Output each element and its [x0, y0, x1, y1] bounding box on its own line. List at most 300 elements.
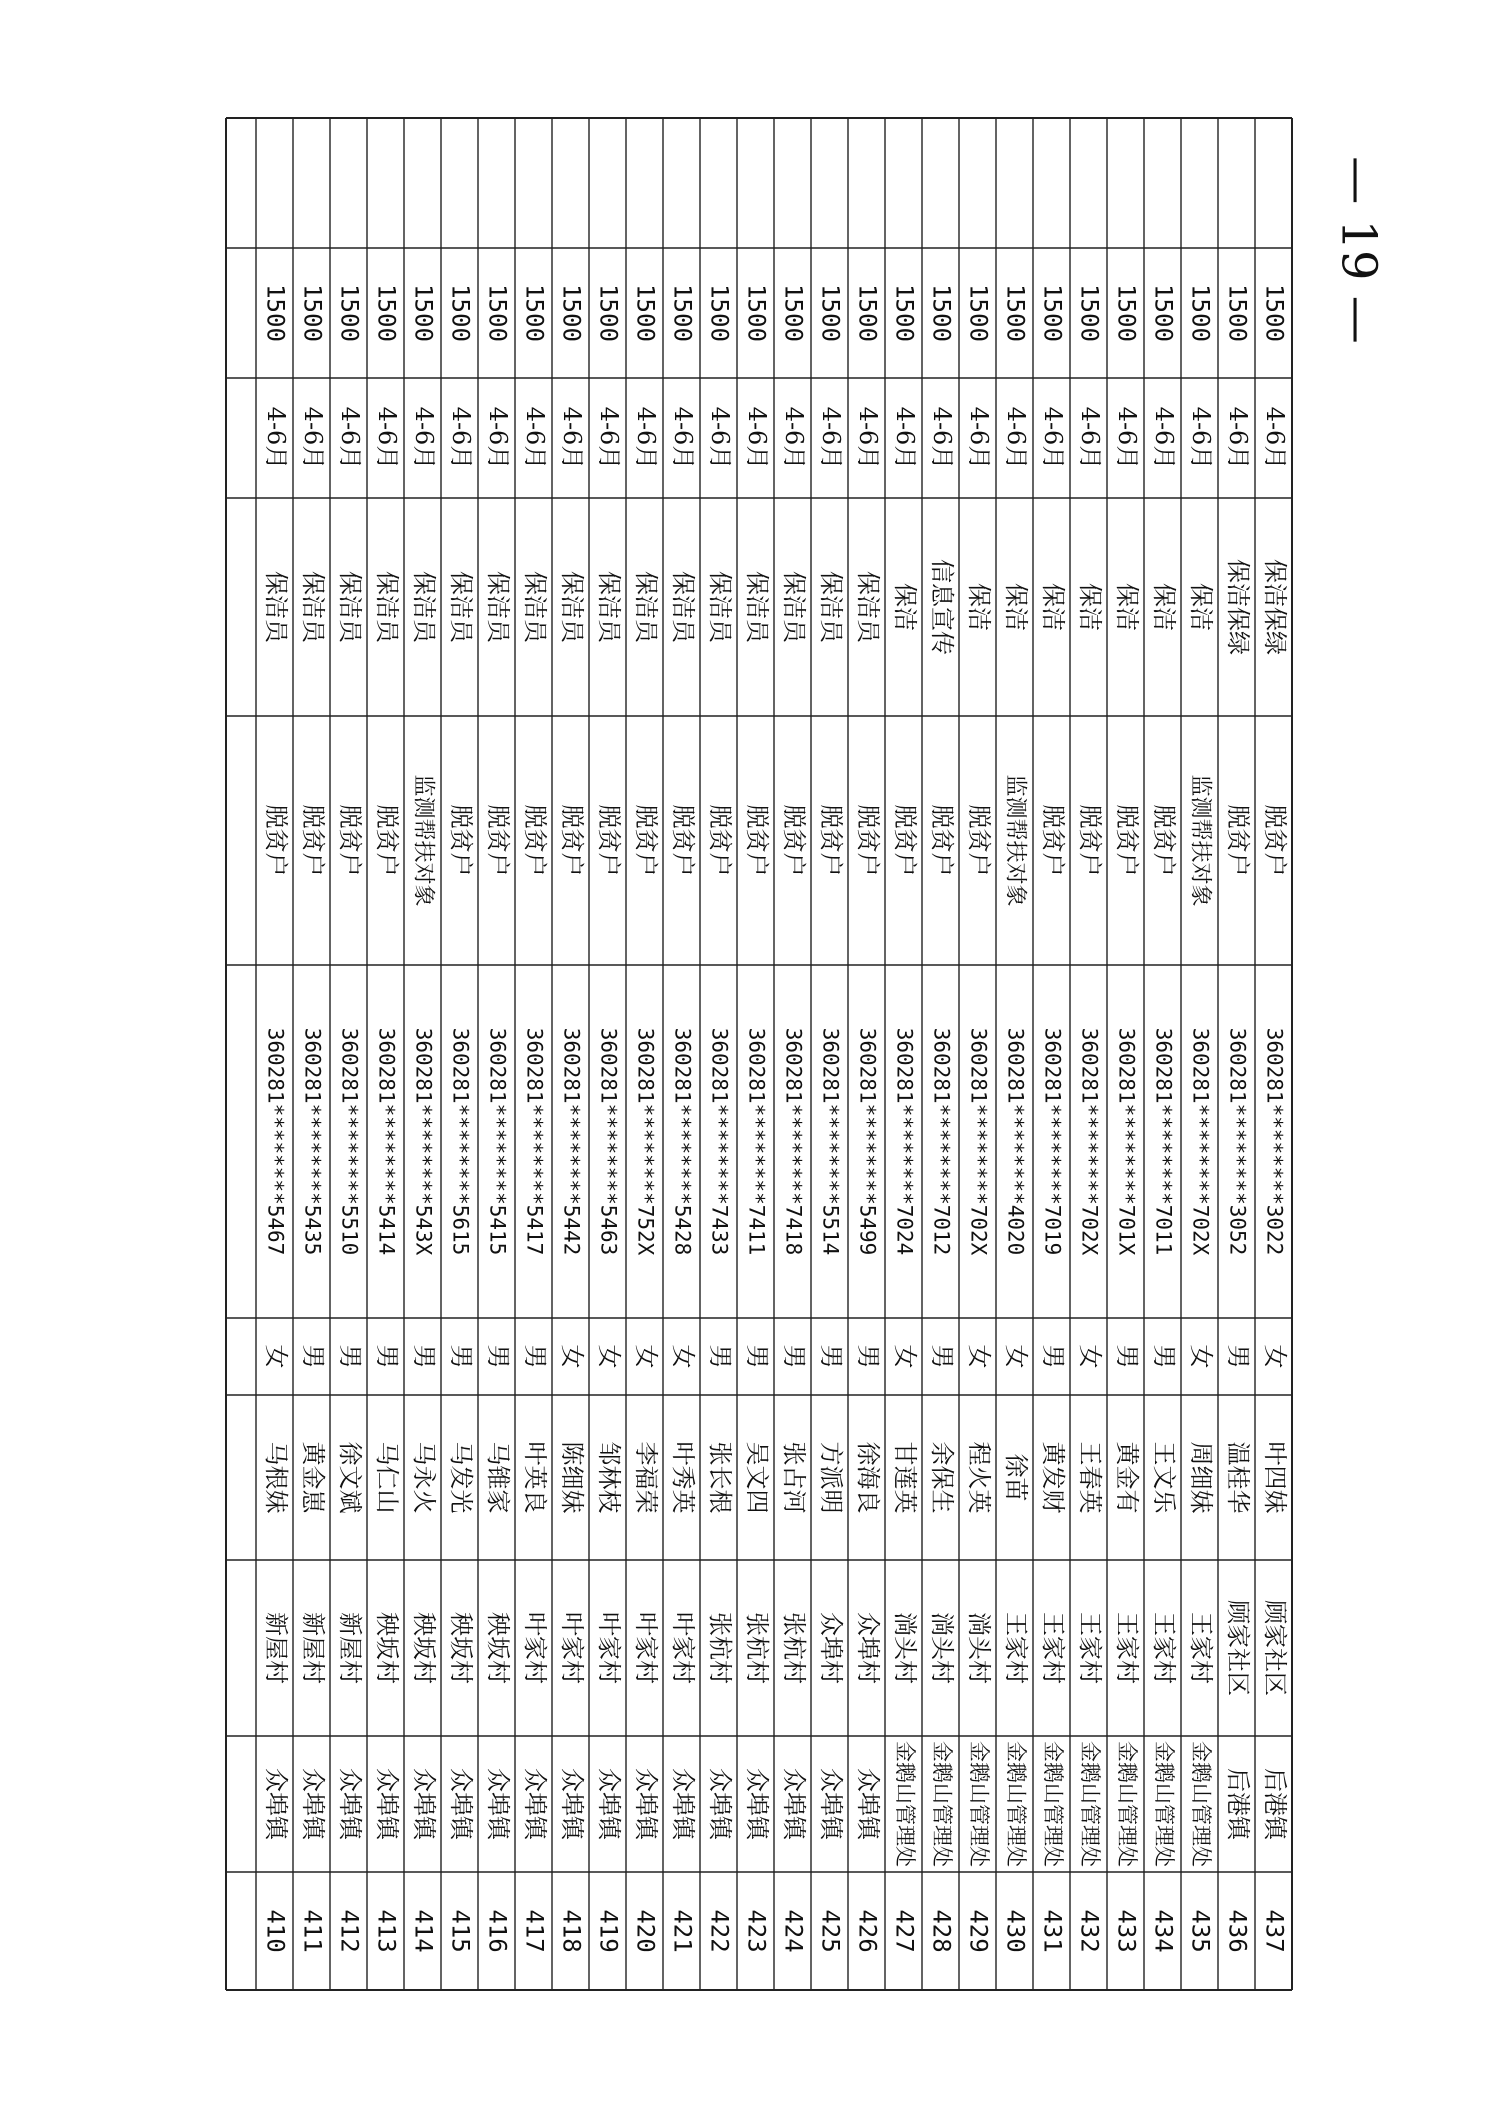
cell-period: 4-6月 — [817, 406, 845, 470]
cell-no: 433 — [1112, 1909, 1141, 1953]
cell-period: 4-6月 — [1150, 406, 1178, 470]
cell-name: 黄金有 — [1113, 1441, 1141, 1514]
cell-post: 保洁员 — [410, 571, 438, 643]
cell-town: 金鹅山管理处 — [967, 1741, 991, 1867]
cell-category: 脱贫户 — [965, 804, 993, 877]
cell-period: 4-6月 — [1261, 406, 1289, 470]
cell-period: 4-6月 — [743, 406, 771, 470]
cell-village: 秧坂村 — [447, 1612, 475, 1684]
cell-id: 360281********5442 — [559, 1027, 584, 1256]
cell-id: 360281********5615 — [448, 1027, 473, 1256]
cell-id: 360281********7012 — [929, 1027, 954, 1256]
cell-amount: 1500 — [1038, 284, 1067, 342]
table-row — [1002, 284, 1031, 1953]
cell-name: 余保生 — [928, 1441, 956, 1514]
cell-town: 金鹅山管理处 — [1152, 1741, 1176, 1867]
cell-category: 脱贫户 — [891, 804, 919, 877]
cell-id: 360281********3052 — [1225, 1027, 1250, 1256]
cell-village: 新屋村 — [336, 1612, 364, 1684]
cell-category: 脱贫户 — [817, 804, 845, 877]
cell-town: 众埠镇 — [373, 1768, 401, 1840]
cell-amount: 1500 — [557, 284, 586, 342]
cell-post: 保洁 — [1150, 583, 1178, 631]
cell-amount: 1500 — [446, 284, 475, 342]
cell-village: 淌头村 — [928, 1612, 956, 1684]
table-row — [373, 284, 402, 1953]
cell-name: 张长根 — [706, 1441, 734, 1514]
cell-id: 360281********543X — [411, 1027, 436, 1256]
cell-amount: 1500 — [1223, 284, 1252, 342]
cell-town: 众埠镇 — [706, 1768, 734, 1840]
cell-amount: 1500 — [372, 284, 401, 342]
cell-id: 360281********5510 — [337, 1027, 362, 1256]
cell-name: 甘莲英 — [891, 1441, 919, 1514]
cell-gender: 男 — [743, 1344, 771, 1369]
cell-post: 信息宣传 — [928, 559, 956, 655]
cell-id: 360281********752X — [633, 1027, 658, 1256]
cell-no: 414 — [409, 1909, 438, 1953]
cell-period: 4-6月 — [336, 406, 364, 470]
cell-town: 众埠镇 — [336, 1768, 364, 1840]
cell-period: 4-6月 — [262, 406, 290, 470]
cell-amount: 1500 — [335, 284, 364, 342]
cell-amount: 1500 — [1186, 284, 1215, 342]
cell-name: 徐文斌 — [336, 1441, 364, 1514]
cell-no: 417 — [520, 1909, 549, 1953]
table-row — [447, 284, 476, 1953]
cell-period: 4-6月 — [1113, 406, 1141, 470]
cell-category: 脱贫户 — [854, 804, 882, 877]
table-row — [1076, 284, 1105, 1953]
cell-no: 411 — [298, 1909, 327, 1953]
cell-category: 脱贫户 — [595, 804, 623, 877]
cell-town: 金鹅山管理处 — [1078, 1741, 1102, 1867]
cell-category: 脱贫户 — [558, 804, 586, 877]
cell-amount: 1500 — [668, 284, 697, 342]
cell-gender: 女 — [595, 1344, 623, 1369]
cell-gender: 女 — [632, 1344, 660, 1369]
cell-period: 4-6月 — [965, 406, 993, 470]
cell-no: 423 — [742, 1909, 771, 1953]
cell-amount: 1500 — [594, 284, 623, 342]
cell-category: 脱贫户 — [521, 804, 549, 877]
table-row — [1150, 284, 1179, 1953]
cell-category: 脱贫户 — [1076, 804, 1104, 877]
table-row — [558, 284, 587, 1953]
cell-period: 4-6月 — [595, 406, 623, 470]
cell-category: 脱贫户 — [1261, 804, 1289, 877]
cell-village: 叶家村 — [669, 1612, 697, 1684]
cell-category: 脱贫户 — [336, 804, 364, 877]
table-row — [1113, 284, 1142, 1953]
cell-period: 4-6月 — [1224, 406, 1252, 470]
cell-post: 保洁员 — [447, 571, 475, 643]
cell-id: 360281********702X — [966, 1027, 991, 1256]
cell-post: 保洁保绿 — [1224, 559, 1252, 655]
cell-category: 脱贫户 — [632, 804, 660, 877]
cell-village: 众埠村 — [817, 1612, 845, 1684]
cell-post: 保洁员 — [336, 571, 364, 643]
cell-name: 程火英 — [965, 1441, 993, 1514]
cell-village: 新屋村 — [299, 1612, 327, 1684]
cell-gender: 男 — [817, 1344, 845, 1369]
cell-gender: 女 — [965, 1344, 993, 1369]
cell-town: 金鹅山管理处 — [1189, 1741, 1213, 1867]
cell-id: 360281********3022 — [1262, 1027, 1287, 1256]
cell-gender: 男 — [484, 1344, 512, 1369]
cell-gender: 女 — [1261, 1344, 1289, 1369]
cell-gender: 男 — [1039, 1344, 1067, 1369]
table-row — [262, 284, 291, 1953]
cell-id: 360281********701X — [1114, 1027, 1139, 1256]
cell-amount: 1500 — [816, 284, 845, 342]
cell-post: 保洁 — [1187, 583, 1215, 631]
cell-gender: 男 — [336, 1344, 364, 1369]
table-row — [1224, 284, 1253, 1953]
cell-name: 邹林枝 — [595, 1441, 623, 1514]
cell-category: 脱贫户 — [928, 804, 956, 877]
cell-town: 金鹅山管理处 — [1115, 1741, 1139, 1867]
cell-town: 金鹅山管理处 — [1041, 1741, 1065, 1867]
cell-period: 4-6月 — [521, 406, 549, 470]
cell-id: 360281********5499 — [855, 1027, 880, 1256]
cell-gender: 女 — [262, 1344, 290, 1369]
cell-post: 保洁员 — [595, 571, 623, 643]
cell-category: 脱贫户 — [1150, 804, 1178, 877]
cell-id: 360281********702X — [1077, 1027, 1102, 1256]
cell-village: 王家村 — [1076, 1612, 1104, 1684]
table-row — [484, 284, 513, 1953]
cell-amount: 1500 — [779, 284, 808, 342]
cell-post: 保洁 — [1002, 583, 1030, 631]
cell-name: 徐苗 — [1002, 1453, 1030, 1502]
cell-amount: 1500 — [409, 284, 438, 342]
cell-post: 保洁员 — [521, 571, 549, 643]
cell-post: 保洁 — [891, 583, 919, 631]
cell-no: 435 — [1186, 1909, 1215, 1953]
table-row — [299, 284, 328, 1953]
table-row — [521, 284, 550, 1953]
cell-period: 4-6月 — [632, 406, 660, 470]
cell-village: 王家村 — [1002, 1612, 1030, 1684]
cell-id: 360281********5463 — [596, 1027, 621, 1256]
table-row — [595, 284, 624, 1953]
cell-name: 叶英良 — [521, 1441, 549, 1514]
cell-period: 4-6月 — [484, 406, 512, 470]
cell-post: 保洁员 — [262, 571, 290, 643]
cell-post: 保洁员 — [299, 571, 327, 643]
cell-period: 4-6月 — [891, 406, 919, 470]
cell-id: 360281********4020 — [1003, 1027, 1028, 1256]
cell-gender: 男 — [410, 1344, 438, 1369]
cell-period: 4-6月 — [1187, 406, 1215, 470]
cell-gender: 女 — [1187, 1344, 1215, 1369]
cell-name: 方派明 — [817, 1441, 845, 1514]
cell-period: 4-6月 — [669, 406, 697, 470]
cell-village: 王家村 — [1150, 1612, 1178, 1684]
cell-id: 360281********5415 — [485, 1027, 510, 1256]
cell-no: 412 — [335, 1909, 364, 1953]
cell-no: 436 — [1223, 1909, 1252, 1953]
cell-town: 众埠镇 — [743, 1768, 771, 1840]
cell-name: 周细妹 — [1187, 1441, 1215, 1514]
cell-name: 黄发财 — [1039, 1441, 1067, 1514]
cell-period: 4-6月 — [410, 406, 438, 470]
table-row — [928, 284, 957, 1953]
table-row — [854, 284, 883, 1953]
cell-name: 马锥家 — [484, 1441, 512, 1514]
cell-name: 马仁山 — [373, 1441, 401, 1514]
cell-amount: 1500 — [261, 284, 290, 342]
cell-name: 王文乐 — [1150, 1441, 1178, 1514]
cell-no: 430 — [1001, 1909, 1030, 1953]
cell-post: 保洁保绿 — [1261, 559, 1289, 655]
cell-gender: 男 — [854, 1344, 882, 1369]
cell-village: 秧坂村 — [373, 1612, 401, 1684]
cell-name: 吴文四 — [743, 1441, 771, 1514]
cell-village: 张杭村 — [780, 1612, 808, 1684]
cell-post: 保洁 — [965, 583, 993, 631]
cell-no: 431 — [1038, 1909, 1067, 1953]
cell-town: 众埠镇 — [410, 1768, 438, 1840]
cell-id: 360281********5428 — [670, 1027, 695, 1256]
cell-no: 419 — [594, 1909, 623, 1953]
cell-category: 脱贫户 — [743, 804, 771, 877]
cell-gender: 男 — [447, 1344, 475, 1369]
cell-category: 脱贫户 — [299, 804, 327, 877]
cell-village: 叶家村 — [632, 1612, 660, 1684]
cell-name: 陈细妹 — [558, 1441, 586, 1514]
table-row — [1039, 284, 1068, 1953]
cell-category: 脱贫户 — [447, 804, 475, 877]
cell-category: 脱贫户 — [706, 804, 734, 877]
cell-village: 秧坂村 — [484, 1612, 512, 1684]
cell-village: 秧坂村 — [410, 1612, 438, 1684]
cell-period: 4-6月 — [1002, 406, 1030, 470]
table-row — [743, 284, 772, 1953]
cell-post: 保洁员 — [632, 571, 660, 643]
cell-no: 426 — [853, 1909, 882, 1953]
cell-amount: 1500 — [927, 284, 956, 342]
cell-gender: 男 — [1150, 1344, 1178, 1369]
cell-town: 众埠镇 — [854, 1768, 882, 1840]
cell-id: 360281********7024 — [892, 1027, 917, 1256]
cell-no: 420 — [631, 1909, 660, 1953]
cell-gender: 男 — [373, 1344, 401, 1369]
cell-gender: 女 — [891, 1344, 919, 1369]
cell-town: 众埠镇 — [521, 1768, 549, 1840]
cell-post: 保洁员 — [558, 571, 586, 643]
cell-town: 众埠镇 — [558, 1768, 586, 1840]
cell-category: 脱贫户 — [669, 804, 697, 877]
cell-village: 王家村 — [1187, 1612, 1215, 1684]
cell-period: 4-6月 — [558, 406, 586, 470]
cell-id: 360281********5467 — [263, 1027, 288, 1256]
cell-post: 保洁员 — [743, 571, 771, 643]
cell-amount: 1500 — [520, 284, 549, 342]
cell-no: 437 — [1260, 1909, 1289, 1953]
cell-village: 顾家社区 — [1224, 1600, 1252, 1696]
cell-period: 4-6月 — [780, 406, 808, 470]
cell-no: 434 — [1149, 1909, 1178, 1953]
cell-village: 淌头村 — [891, 1612, 919, 1684]
cell-amount: 1500 — [964, 284, 993, 342]
cell-town: 后港镇 — [1261, 1768, 1289, 1840]
cell-no: 429 — [964, 1909, 993, 1953]
cell-post: 保洁员 — [780, 571, 808, 643]
cell-id: 360281********5414 — [374, 1027, 399, 1256]
table-row — [891, 284, 920, 1953]
cell-town: 众埠镇 — [632, 1768, 660, 1840]
cell-post: 保洁 — [1076, 583, 1104, 631]
cell-category: 脱贫户 — [373, 804, 401, 877]
cell-id: 360281********5417 — [522, 1027, 547, 1256]
cell-gender: 女 — [558, 1344, 586, 1369]
cell-category: 脱贫户 — [262, 804, 290, 877]
table-row — [965, 284, 994, 1953]
cell-category: 监测帮扶对象 — [1002, 774, 1028, 907]
cell-village: 淌头村 — [965, 1612, 993, 1684]
cell-town: 金鹅山管理处 — [1004, 1741, 1028, 1867]
cell-village: 王家村 — [1039, 1612, 1067, 1684]
cell-post: 保洁 — [1113, 583, 1141, 631]
cell-name: 马发光 — [447, 1441, 475, 1514]
cell-category: 监测帮扶对象 — [1187, 774, 1213, 907]
cell-town: 金鹅山管理处 — [930, 1741, 954, 1867]
cell-amount: 1500 — [1112, 284, 1141, 342]
cell-post: 保洁员 — [817, 571, 845, 643]
cell-village: 张杭村 — [706, 1612, 734, 1684]
cell-period: 4-6月 — [447, 406, 475, 470]
cell-no: 427 — [890, 1909, 919, 1953]
cell-village: 叶家村 — [521, 1612, 549, 1684]
cell-id: 360281********702X — [1188, 1027, 1213, 1256]
cell-period: 4-6月 — [854, 406, 882, 470]
cell-no: 428 — [927, 1909, 956, 1953]
table-row — [706, 284, 735, 1953]
cell-period: 4-6月 — [299, 406, 327, 470]
cell-id: 360281********7411 — [744, 1027, 769, 1256]
cell-id: 360281********7418 — [781, 1027, 806, 1256]
cell-town: 金鹅山管理处 — [893, 1741, 917, 1867]
cell-id: 360281********5514 — [818, 1027, 843, 1256]
cell-post: 保洁员 — [484, 571, 512, 643]
cell-village: 叶家村 — [558, 1612, 586, 1684]
cell-gender: 男 — [521, 1344, 549, 1369]
cell-id: 360281********7011 — [1151, 1027, 1176, 1256]
cell-town: 众埠镇 — [262, 1768, 290, 1840]
cell-amount: 1500 — [1149, 284, 1178, 342]
cell-no: 432 — [1075, 1909, 1104, 1953]
cell-post: 保洁 — [1039, 583, 1067, 631]
cell-village: 新屋村 — [262, 1612, 290, 1684]
cell-no: 415 — [446, 1909, 475, 1953]
table-row — [669, 284, 698, 1953]
cell-town: 众埠镇 — [484, 1768, 512, 1840]
cell-post: 保洁员 — [669, 571, 697, 643]
cell-period: 4-6月 — [706, 406, 734, 470]
cell-no: 416 — [483, 1909, 512, 1953]
cell-no: 421 — [668, 1909, 697, 1953]
cell-gender: 男 — [1224, 1344, 1252, 1369]
cell-no: 418 — [557, 1909, 586, 1953]
cell-period: 4-6月 — [928, 406, 956, 470]
cell-name: 徐海良 — [854, 1441, 882, 1514]
cell-gender: 男 — [928, 1344, 956, 1369]
cell-village: 叶家村 — [595, 1612, 623, 1684]
cell-category: 监测帮扶对象 — [410, 774, 436, 907]
cell-no: 424 — [779, 1909, 808, 1953]
cell-town: 众埠镇 — [299, 1768, 327, 1840]
cell-village: 顾家社区 — [1261, 1600, 1289, 1696]
table-body — [262, 284, 1290, 1953]
cell-no: 410 — [261, 1909, 290, 1953]
cell-category: 脱贫户 — [1039, 804, 1067, 877]
cell-name: 马永火 — [410, 1441, 438, 1514]
cell-no: 422 — [705, 1909, 734, 1953]
cell-amount: 1500 — [1075, 284, 1104, 342]
cell-town: 众埠镇 — [595, 1768, 623, 1840]
cell-amount: 1500 — [631, 284, 660, 342]
cell-category: 脱贫户 — [780, 804, 808, 877]
cell-name: 黄金崽 — [299, 1441, 327, 1514]
page-number-group — [1331, 156, 1387, 344]
cell-category: 脱贫户 — [484, 804, 512, 877]
cell-post: 保洁员 — [373, 571, 401, 643]
table-row — [817, 284, 846, 1953]
cell-amount: 1500 — [742, 284, 771, 342]
cell-amount: 1500 — [483, 284, 512, 342]
table-row — [780, 284, 809, 1953]
page-number: — 19 — — [1330, 156, 1387, 344]
cell-name: 叶四妹 — [1261, 1441, 1289, 1514]
cell-amount: 1500 — [298, 284, 327, 342]
cell-no: 413 — [372, 1909, 401, 1953]
cell-gender: 男 — [780, 1344, 808, 1369]
cell-name: 温桂华 — [1224, 1441, 1252, 1514]
cell-post: 保洁员 — [854, 571, 882, 643]
cell-name: 王春英 — [1076, 1441, 1104, 1514]
cell-name: 李福荣 — [632, 1441, 660, 1514]
cell-gender: 女 — [669, 1344, 697, 1369]
cell-category: 脱贫户 — [1113, 804, 1141, 877]
cell-village: 张杭村 — [743, 1612, 771, 1684]
cell-id: 360281********5435 — [300, 1027, 325, 1256]
cell-town: 众埠镇 — [447, 1768, 475, 1840]
cell-gender: 女 — [1076, 1344, 1104, 1369]
cell-town: 众埠镇 — [817, 1768, 845, 1840]
cell-period: 4-6月 — [1039, 406, 1067, 470]
cell-village: 众埠村 — [854, 1612, 882, 1684]
cell-amount: 1500 — [705, 284, 734, 342]
cell-town: 后港镇 — [1224, 1768, 1252, 1840]
cell-gender: 男 — [706, 1344, 734, 1369]
cell-id: 360281********7019 — [1040, 1027, 1065, 1256]
cell-gender: 男 — [1113, 1344, 1141, 1369]
cell-village: 王家村 — [1113, 1612, 1141, 1684]
table-row — [410, 284, 439, 1953]
table-row — [1261, 284, 1290, 1953]
cell-post: 保洁员 — [706, 571, 734, 643]
table-row — [336, 284, 365, 1953]
cell-amount: 1500 — [1001, 284, 1030, 342]
cell-period: 4-6月 — [1076, 406, 1104, 470]
cell-amount: 1500 — [890, 284, 919, 342]
cell-gender: 女 — [1002, 1344, 1030, 1369]
table-row — [1187, 284, 1216, 1953]
cell-category: 脱贫户 — [1224, 804, 1252, 877]
cell-amount: 1500 — [853, 284, 882, 342]
